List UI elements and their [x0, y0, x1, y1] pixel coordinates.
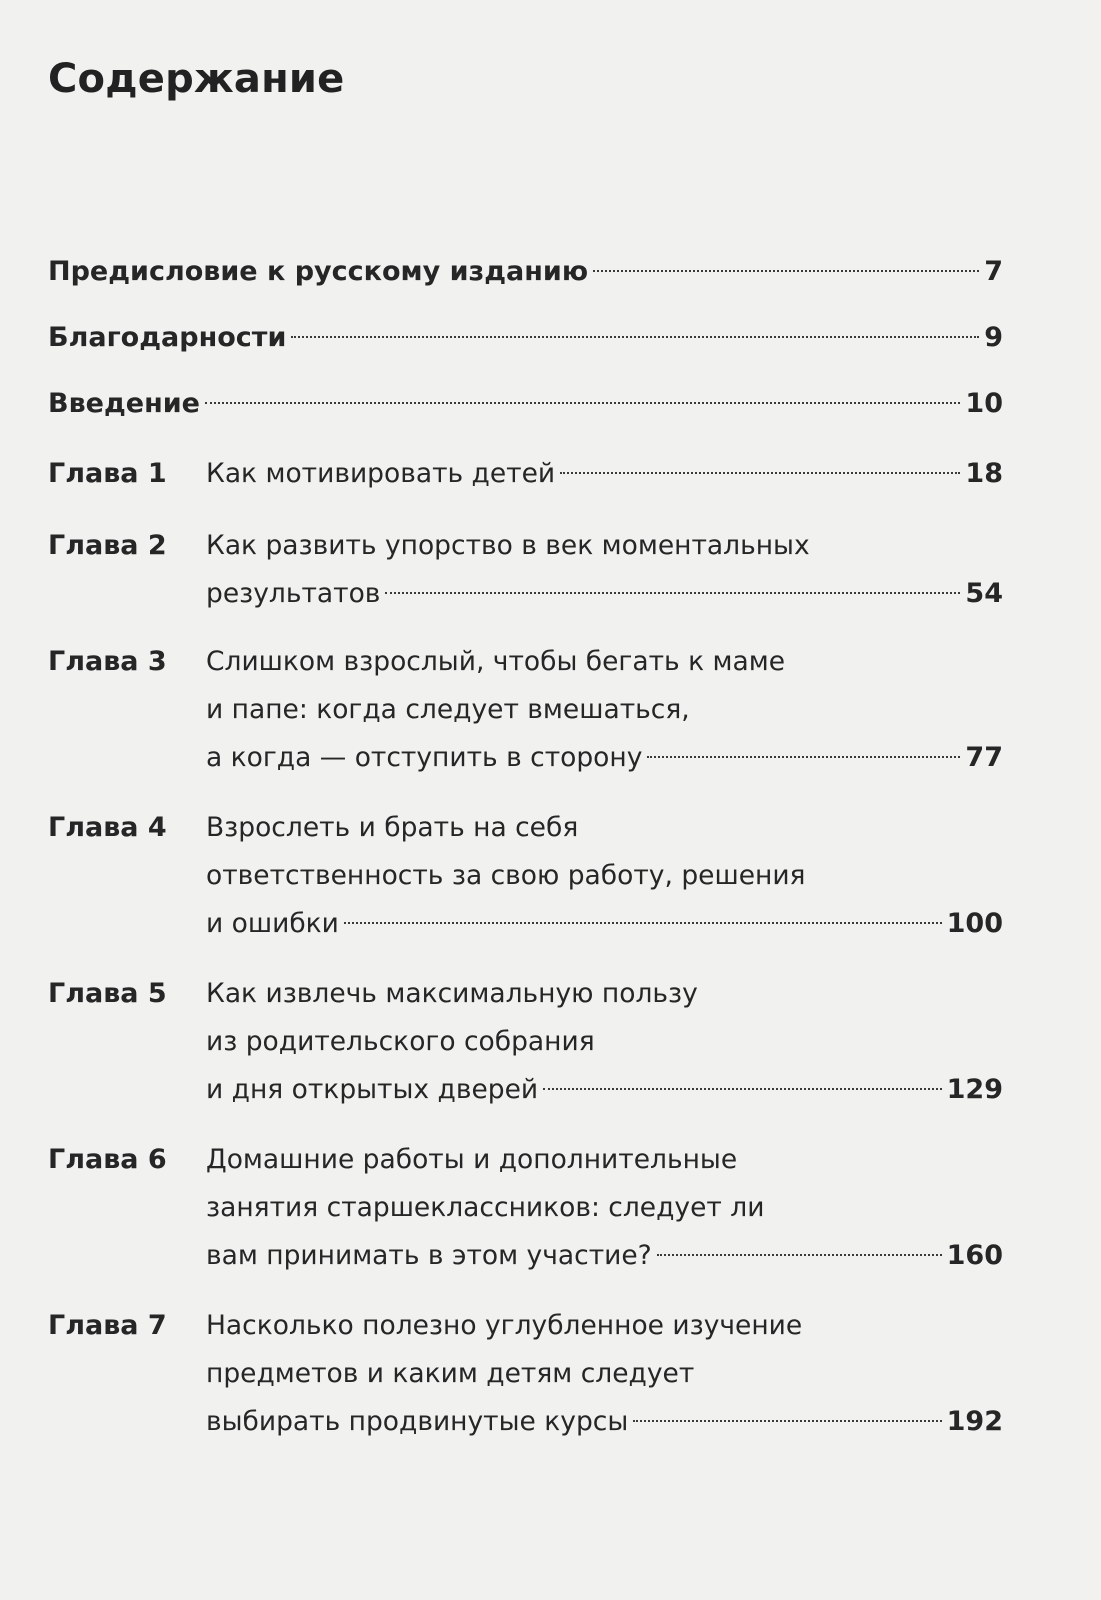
dot-leader — [291, 336, 979, 338]
page-number: 9 — [984, 322, 1003, 353]
dot-leader — [657, 1254, 942, 1256]
chapter-label: Глава 4 — [48, 812, 167, 843]
page-number: 18 — [965, 458, 1003, 489]
dot-leader — [593, 270, 979, 272]
page-number: 10 — [965, 388, 1003, 419]
dot-leader — [560, 472, 960, 474]
entry-title-line: Как извлечь максимальную пользу — [206, 978, 698, 1009]
entry-title-line: выбирать продвинутые курсы — [206, 1406, 629, 1437]
entry-title: Благодарности — [48, 322, 287, 353]
entry-title-line: Как мотивировать детей — [206, 458, 556, 489]
entry-title-line: результатов — [206, 578, 381, 609]
entry-title-line: а когда — отступить в сторону — [206, 742, 643, 773]
dot-leader — [344, 922, 942, 924]
dot-leader — [633, 1420, 941, 1422]
page-number: 129 — [946, 1074, 1003, 1105]
entry-title-line: Слишком взрослый, чтобы бегать к маме — [206, 646, 786, 677]
chapter-label: Глава 5 — [48, 978, 167, 1009]
page-number: 160 — [946, 1240, 1003, 1271]
dot-leader — [385, 592, 960, 594]
entry-title-line: и дня открытых дверей — [206, 1074, 539, 1105]
entry-title-line: Как развить упорство в век моментальных — [206, 530, 810, 561]
page-number: 7 — [984, 256, 1003, 287]
dot-leader — [205, 402, 960, 404]
chapter-label: Глава 7 — [48, 1310, 167, 1341]
entry-title-line: и ошибки — [206, 908, 339, 939]
entry-title-line: занятия старшеклассников: следует ли — [206, 1192, 765, 1223]
entry-title-line: вам принимать в этом участие? — [206, 1240, 652, 1271]
chapter-label: Глава 1 — [48, 458, 167, 489]
page-number: 192 — [946, 1406, 1003, 1437]
chapter-label: Глава 6 — [48, 1144, 167, 1175]
entry-title-line: ответственность за свою работу, решения — [206, 860, 806, 891]
chapter-label: Глава 3 — [48, 646, 167, 677]
page-number: 77 — [965, 742, 1003, 773]
entry-title-line: из родительского собрания — [206, 1026, 595, 1057]
dot-leader — [647, 756, 960, 758]
page-number: 100 — [946, 908, 1003, 939]
dot-leader — [543, 1088, 942, 1090]
entry-title: Предисловие к русскому изданию — [48, 256, 589, 287]
entry-title-line: и папе: когда следует вмешаться, — [206, 694, 690, 725]
chapter-label: Глава 2 — [48, 530, 167, 561]
entry-title-line: предметов и каким детям следует — [206, 1358, 695, 1389]
toc-title: Содержание — [48, 56, 345, 102]
page-number: 54 — [965, 578, 1003, 609]
entry-title-line: Взрослеть и брать на себя — [206, 812, 579, 843]
entry-title: Введение — [48, 388, 200, 419]
entry-title-line: Насколько полезно углубленное изучение — [206, 1310, 803, 1341]
toc-list — [48, 0, 1003, 1600]
entry-title-line: Домашние работы и дополнительные — [206, 1144, 738, 1175]
